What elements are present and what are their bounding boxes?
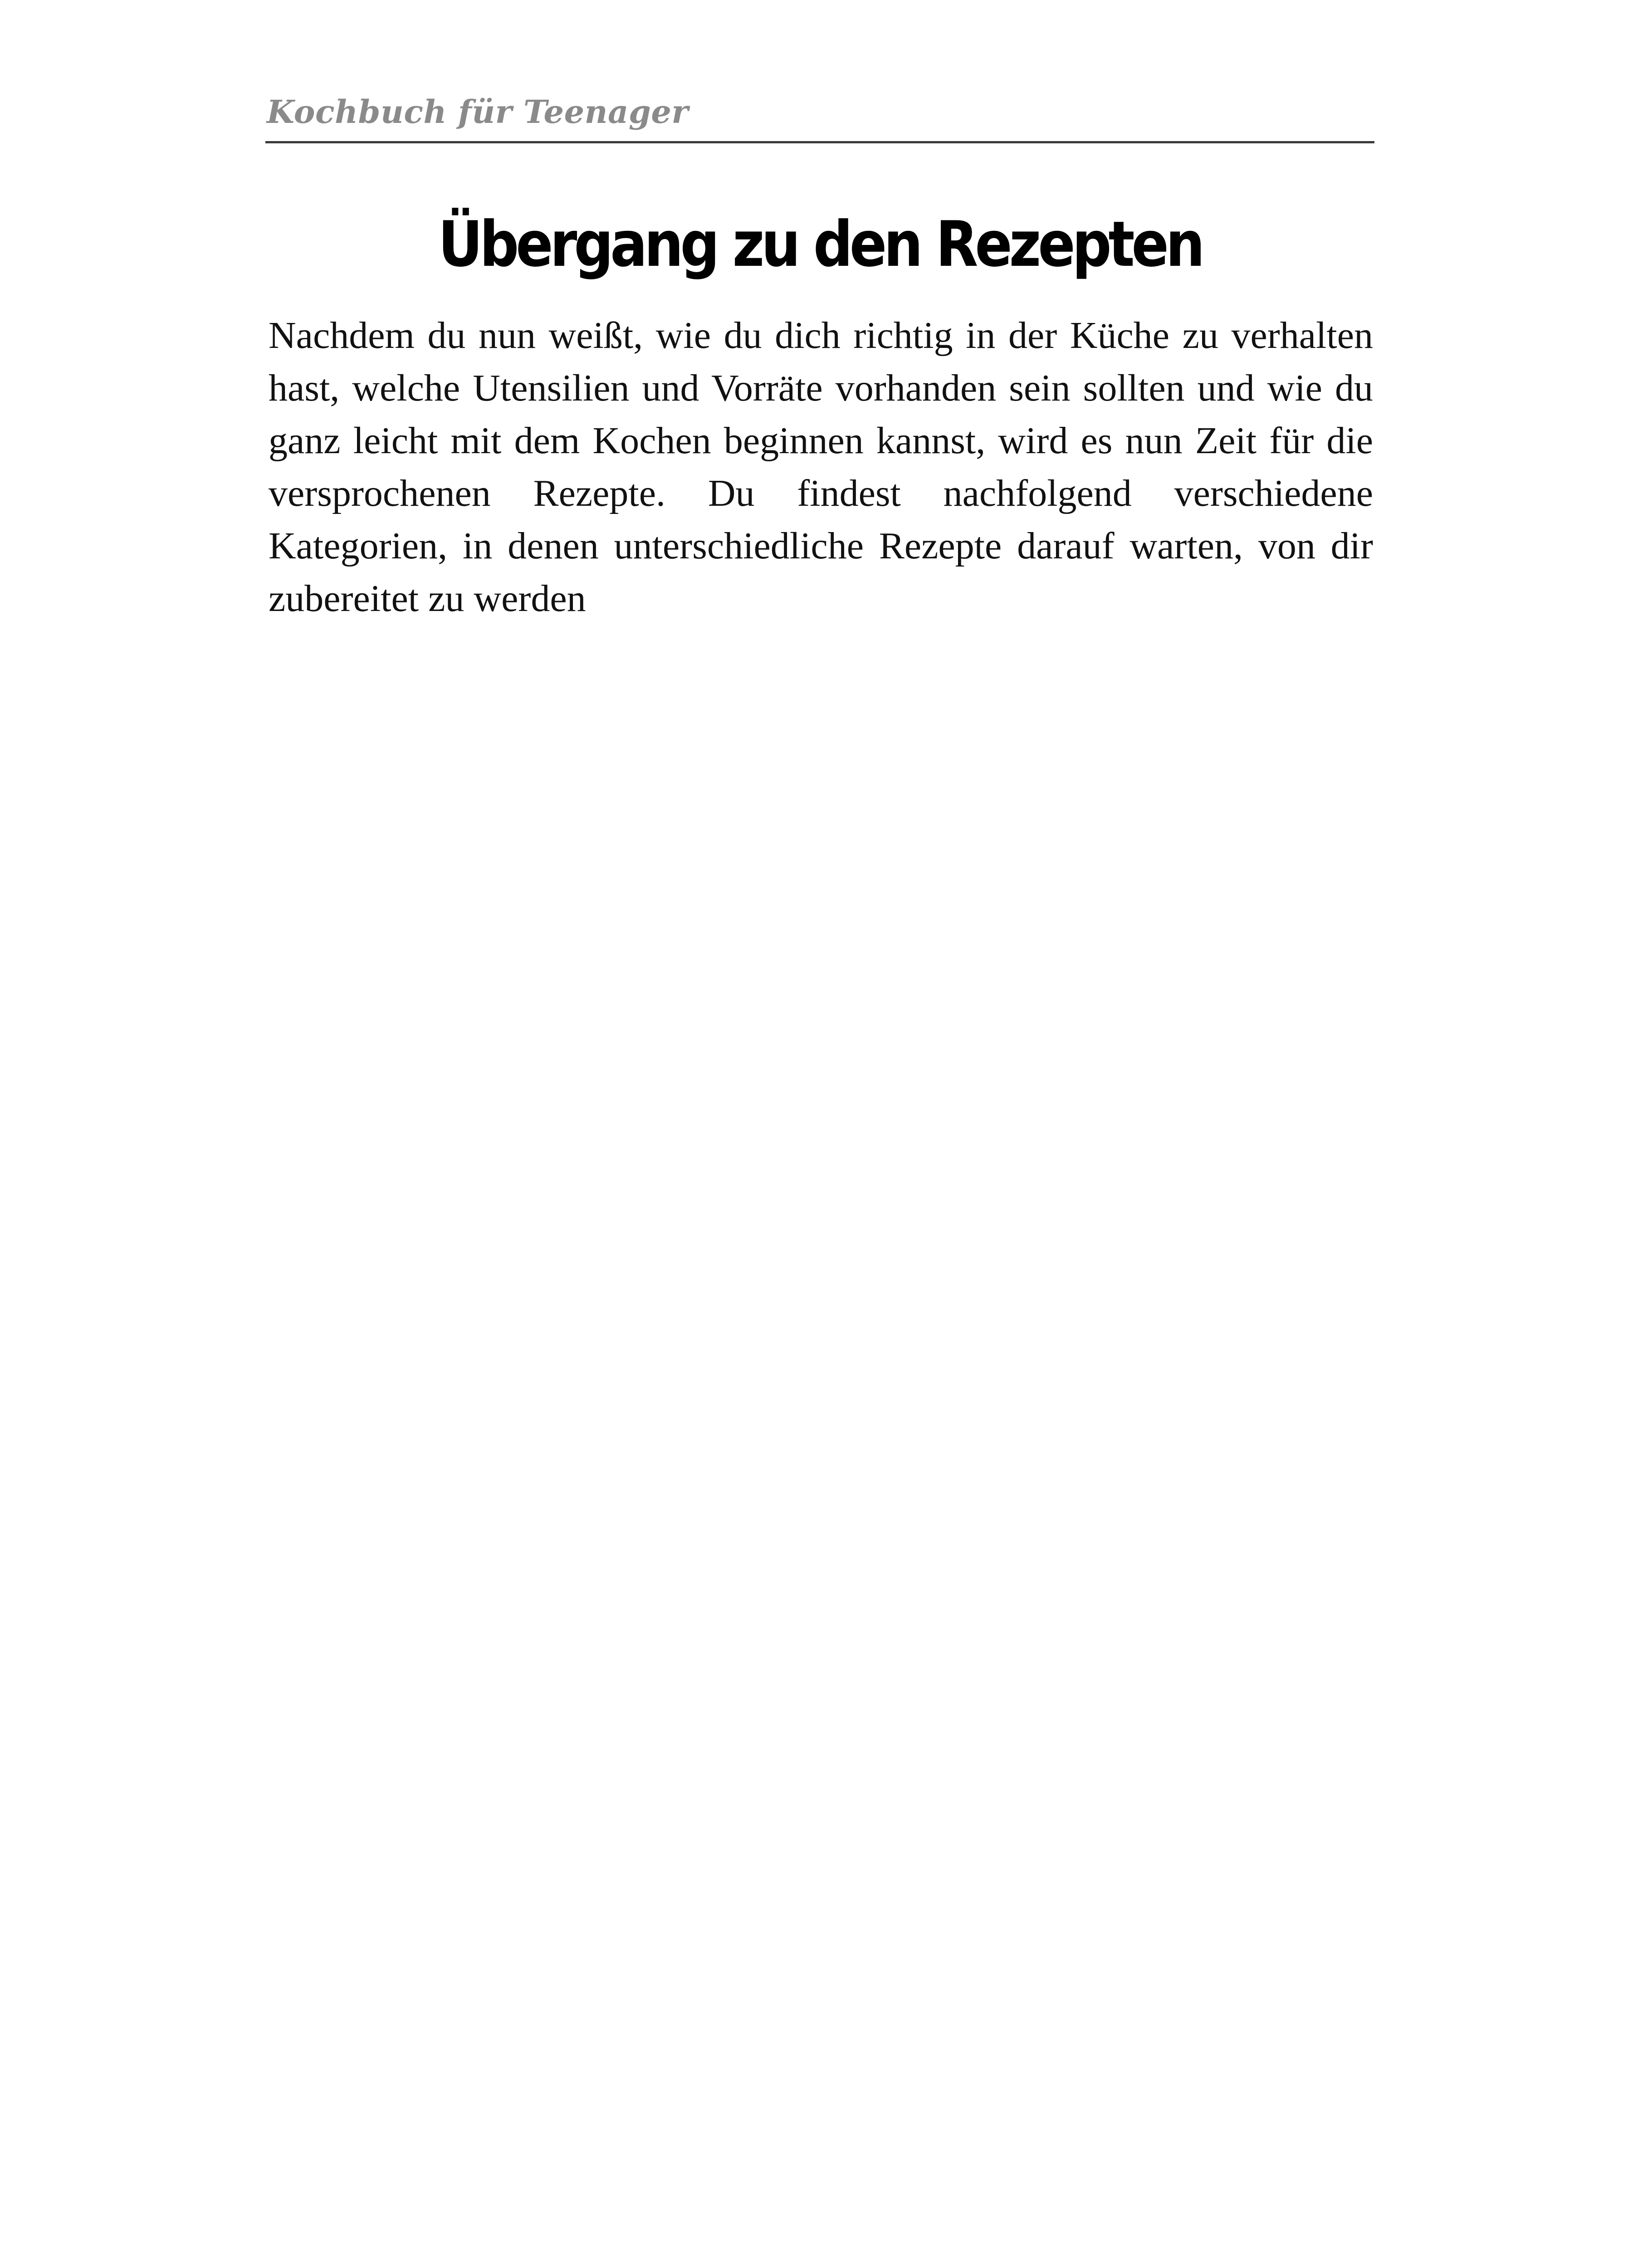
running-header-title: Kochbuch für Teenager [267, 93, 689, 131]
chapter-title: Übergang zu den Rezepten [438, 208, 1202, 281]
header-divider [265, 141, 1374, 143]
body-paragraph: Nachdem du nun weißt, wie du dich richtig in der Küche zu verhalten hast, welche Utensilien und Vorräte vorhanden sein sollten und wie du ganz leicht mit dem Kochen beginnen kannst, wird es nun Zeit für die versprochenen Rezepte. Du findest nachfolgend verschiedene Kategorien, in denen unterschiedliche Rezepte darauf warten, von dir zubereitet zu werden [269, 314, 1373, 620]
